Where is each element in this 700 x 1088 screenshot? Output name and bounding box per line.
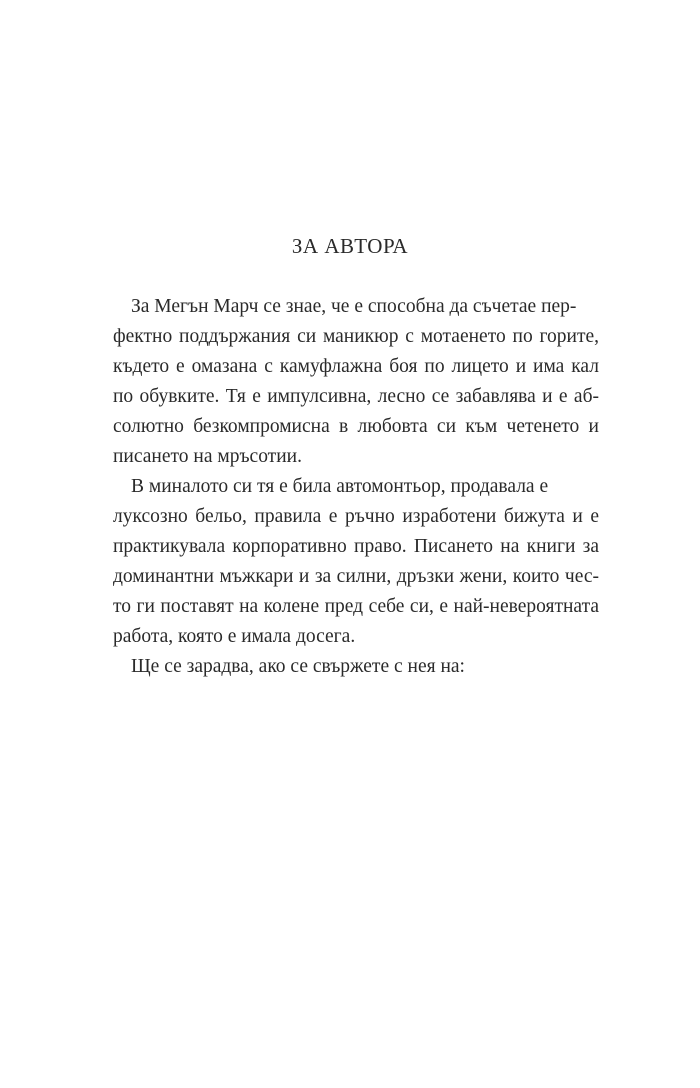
bio-line: В миналото си тя е била автомонтьор, продавала е	[131, 476, 549, 497]
bio-line: луксозно бельо, правила е ръчно изработени бижута и е	[113, 506, 599, 527]
bio-line: писането на мръсотии.	[113, 446, 302, 467]
page-title: ЗА АВТОРА	[291, 234, 409, 258]
bio-line: практикувала корпоративно право. Писането на книги за	[113, 536, 599, 557]
bio-line: доминантни мъжкари и за силни, дръзки жени, които чес-	[113, 566, 599, 587]
bio-line: работа, която е имала досега.	[113, 626, 356, 647]
bio-line: Ще се зарадва, ако се свържете с нея на:	[131, 656, 465, 677]
bio-line: по обувките. Тя е импулсивна, лесно се забавлява и е аб-	[113, 386, 599, 407]
bio-line: където е омазана с камуфлажна боя по лицето и има кал	[113, 356, 599, 377]
bio-line: фектно поддържания си маникюр с мотаенето по горите,	[113, 326, 599, 347]
bio-line: солютно безкомпромисна в любовта си към четенето и	[113, 416, 599, 437]
bio-line: то ги поставят на колене пред себе си, е най-невероятната	[113, 596, 599, 617]
bio-line: За Мегън Марч се знае, че е способна да съчетае пер-	[131, 296, 577, 317]
